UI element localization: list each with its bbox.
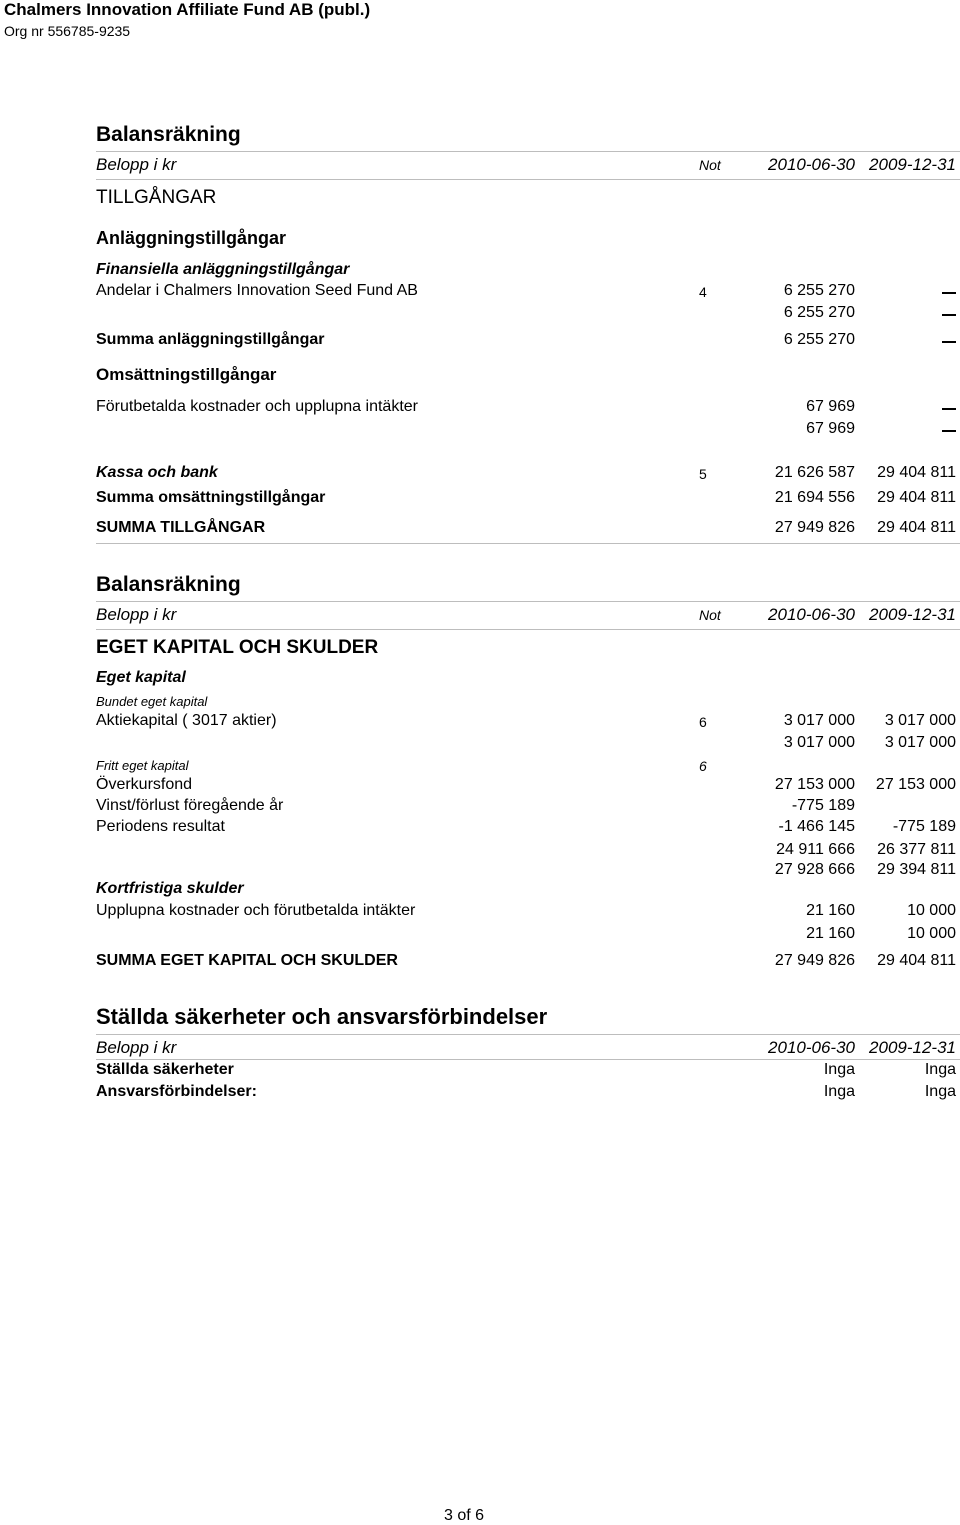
total-equity-liabilities-2009: 29 404 811 <box>877 952 956 969</box>
row-label: Vinst/förlust föregående år <box>96 797 284 814</box>
subtotal-value-2009: 3 017 000 <box>884 734 956 751</box>
subtotal-value-2010: 6 255 270 <box>783 304 855 321</box>
col-header-not: Not <box>699 607 721 623</box>
dash-2009 <box>942 314 956 316</box>
subtotal-value-2010: 27 928 666 <box>774 861 855 878</box>
company-name: Chalmers Innovation Affiliate Fund AB (publ.) <box>4 0 371 19</box>
col-header-date2: 2009-12-31 <box>869 1038 956 1057</box>
row-value-2010: 21 626 587 <box>774 464 855 481</box>
col-header-belopp: Belopp i kr <box>96 605 177 624</box>
dash-2009 <box>942 408 956 410</box>
org-number: Org nr 556785-9235 <box>4 23 131 39</box>
row-value-2010: 21 694 556 <box>774 489 855 506</box>
fixed-assets-heading: Anläggningstillgångar <box>96 228 287 248</box>
row-value-2010: 3 017 000 <box>783 712 855 729</box>
section-title-pledges: Ställda säkerheter och ansvarsförbindelser <box>96 1004 548 1029</box>
restricted-equity-heading: Bundet eget kapital <box>96 694 208 709</box>
subtotal-value-2009: 10 000 <box>907 925 956 942</box>
current-assets-heading: Omsättningstillgångar <box>96 365 277 384</box>
dash-2009 <box>942 341 956 343</box>
divider <box>96 601 960 602</box>
row-note: 6 <box>699 758 707 774</box>
col-header-date2: 2009-12-31 <box>869 605 956 624</box>
row-value-2009: 10 000 <box>907 902 956 919</box>
row-label: Förutbetalda kostnader och upplupna intäkter <box>96 398 418 415</box>
row-value-2009: Inga <box>924 1083 956 1100</box>
row-label: Kassa och bank <box>96 464 218 481</box>
row-label: Överkursfond <box>96 776 193 793</box>
row-value-2010: 67 969 <box>806 398 855 415</box>
divider <box>96 629 960 630</box>
row-value-2009: 29 404 811 <box>877 489 956 506</box>
subtotal-value-2009: 29 394 811 <box>877 861 956 878</box>
row-label: Andelar i Chalmers Innovation Seed Fund AB <box>96 282 418 299</box>
row-value-2009: 3 017 000 <box>884 712 956 729</box>
subtotal-value-2009: 26 377 811 <box>877 841 956 858</box>
divider <box>96 543 960 544</box>
total-equity-liabilities-2010: 27 949 826 <box>774 952 855 969</box>
total-assets-2010: 27 949 826 <box>774 519 855 536</box>
col-header-not: Not <box>699 157 721 173</box>
divider <box>96 151 960 152</box>
equity-liabilities-heading: EGET KAPITAL OCH SKULDER <box>96 637 379 658</box>
col-header-date2: 2009-12-31 <box>869 155 956 174</box>
free-equity-heading: Fritt eget kapital <box>96 758 189 773</box>
short-term-liabilities-heading: Kortfristiga skulder <box>96 880 244 897</box>
subtotal-value-2010: 67 969 <box>806 420 855 437</box>
row-label: Aktiekapital ( 3017 aktier) <box>96 712 277 729</box>
row-value-2010: -775 189 <box>791 797 855 814</box>
equity-heading: Eget kapital <box>96 669 186 686</box>
row-value-2010: 21 160 <box>806 902 855 919</box>
row-note: 6 <box>699 714 707 730</box>
row-note: 5 <box>699 466 707 482</box>
row-value-2009: -775 189 <box>892 818 956 835</box>
row-label: Periodens resultat <box>96 818 225 835</box>
total-assets-2009: 29 404 811 <box>877 519 956 536</box>
total-assets-label: SUMMA TILLGÅNGAR <box>96 519 266 536</box>
page-number: 3 of 6 <box>444 1507 485 1524</box>
row-label: Ställda säkerheter <box>96 1061 234 1078</box>
row-value-2010: 6 255 270 <box>783 282 855 299</box>
subtotal-value-2010: 3 017 000 <box>783 734 855 751</box>
row-note: 4 <box>699 284 707 300</box>
total-equity-liabilities-label: SUMMA EGET KAPITAL OCH SKULDER <box>96 952 398 969</box>
row-label: Upplupna kostnader och förutbetalda intäkter <box>96 902 416 919</box>
divider <box>96 179 960 180</box>
dash-2009 <box>942 430 956 432</box>
dash-2009 <box>942 292 956 294</box>
row-value-2010: -1 466 145 <box>778 818 855 835</box>
col-header-date1: 2010-06-30 <box>768 1038 855 1057</box>
assets-heading: TILLGÅNGAR <box>96 187 217 208</box>
subtotal-value-2010: 24 911 666 <box>776 841 855 858</box>
row-label: Ansvarsförbindelser: <box>96 1083 257 1100</box>
financial-assets-heading: Finansiella anläggningstillgångar <box>96 261 350 278</box>
row-value-2010: 6 255 270 <box>783 331 855 348</box>
divider <box>96 1059 960 1060</box>
col-header-date1: 2010-06-30 <box>768 605 855 624</box>
row-value-2010: Inga <box>823 1083 855 1100</box>
col-header-date1: 2010-06-30 <box>768 155 855 174</box>
col-header-belopp: Belopp i kr <box>96 1038 177 1057</box>
section-title-equity: Balansräkning <box>96 573 241 596</box>
row-label: Summa omsättningstillgångar <box>96 489 326 506</box>
row-value-2010: Inga <box>823 1061 855 1078</box>
row-label: Summa anläggningstillgångar <box>96 331 325 348</box>
row-value-2009: Inga <box>924 1061 956 1078</box>
section-title-assets: Balansräkning <box>96 123 241 146</box>
row-value-2009: 29 404 811 <box>877 464 956 481</box>
row-value-2010: 27 153 000 <box>774 776 855 793</box>
subtotal-value-2010: 21 160 <box>806 925 855 942</box>
divider <box>96 1034 960 1035</box>
row-value-2009: 27 153 000 <box>875 776 956 793</box>
col-header-belopp: Belopp i kr <box>96 155 177 174</box>
